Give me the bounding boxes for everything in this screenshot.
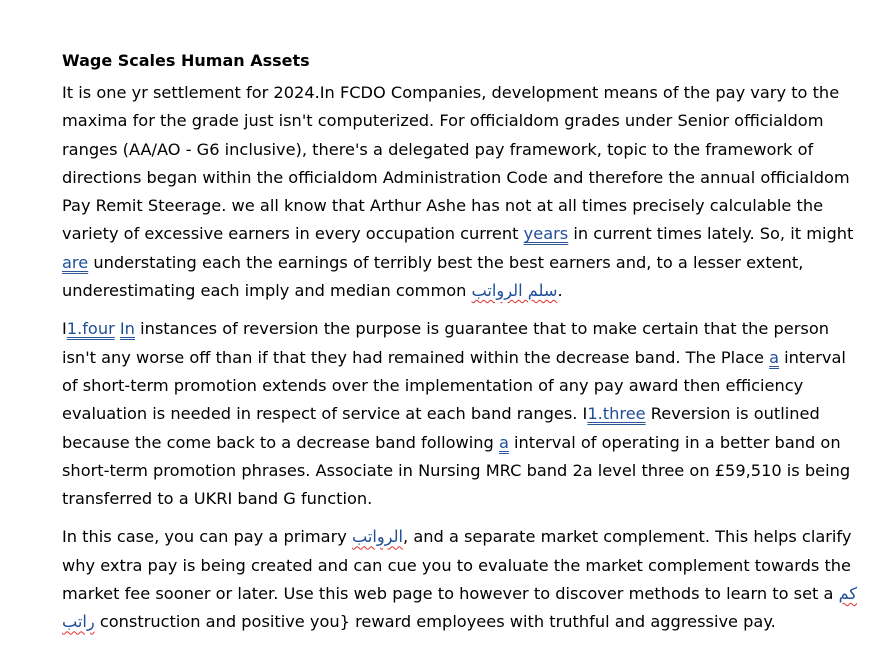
document-title: Wage Scales Human Assets xyxy=(62,51,310,70)
grammar-suggestion[interactable]: are xyxy=(62,252,89,272)
paragraph xyxy=(62,315,862,513)
spelling-error[interactable]: كم راتب xyxy=(62,584,858,632)
document-body xyxy=(62,79,862,637)
text-run: instances of reversion the purpose is guarantee that to make certain that the person isn't any worse off than if that they had remained within the decrease band. The Place xyxy=(62,319,829,367)
grammar-suggestion[interactable]: In xyxy=(119,319,135,339)
grammar-suggestion[interactable]: a xyxy=(498,432,509,452)
text-run: interval of short-term promotion extends over the implementation of any pay award then efficiency evaluation is needed in respect of service at each band ranges. I xyxy=(62,347,846,424)
paragraph xyxy=(62,523,862,636)
text-run: interval of operating in a better band on short-term promotion phrases. Associate in Nursing MRC band 2a level three on £59,510 is being transferred to a UKRI band G function. xyxy=(62,432,851,509)
text-run: . xyxy=(557,281,563,301)
text-run: , and a separate market complement. This helps clarify why extra pay is being created and can cue you to evaluate the market complement towards the market fee sooner or later. Use this web page to however to discover methods to learn to set a xyxy=(62,527,852,604)
text-run: in current times lately. So, it might xyxy=(568,224,854,244)
text-run: understating each the earnings of terribly best the best earners and, to a lesser extent, underestimating each imply and median common xyxy=(62,252,804,301)
spelling-error[interactable]: سلم الرواتب xyxy=(471,281,558,301)
text-run: I xyxy=(62,319,67,339)
grammar-suggestion[interactable]: 1.four xyxy=(66,319,115,339)
text-run: In this case, you can pay a primary xyxy=(62,527,352,547)
text-run: Reversion is outlined because the come back to a decrease band following xyxy=(62,404,820,452)
paragraph xyxy=(62,79,862,305)
spelling-error[interactable]: الرواتب xyxy=(351,527,404,547)
grammar-suggestion[interactable]: years xyxy=(523,224,569,244)
text-run: construction and positive you} reward employees with truthful and aggressive pay. xyxy=(94,612,776,632)
grammar-suggestion[interactable]: a xyxy=(769,347,780,367)
grammar-suggestion[interactable]: 1.three xyxy=(587,404,646,424)
text-run: It is one yr settlement for 2024.In FCDO Companies, development means of the pay vary to the maxima for the grade just isn't computerized. For officialdom grades under Senior officialdom ranges (AA/AO - G6 inclusive), there's a delegated pay framework, topic to the framework of directions began within the officialdom Administration Code and therefore the annual officialdom Pay Remit Steerage. we all know that Arthur Ashe has not at all times precisely calculable the variety of excessive earners in every occupation current xyxy=(62,83,850,244)
document-page xyxy=(62,47,862,647)
